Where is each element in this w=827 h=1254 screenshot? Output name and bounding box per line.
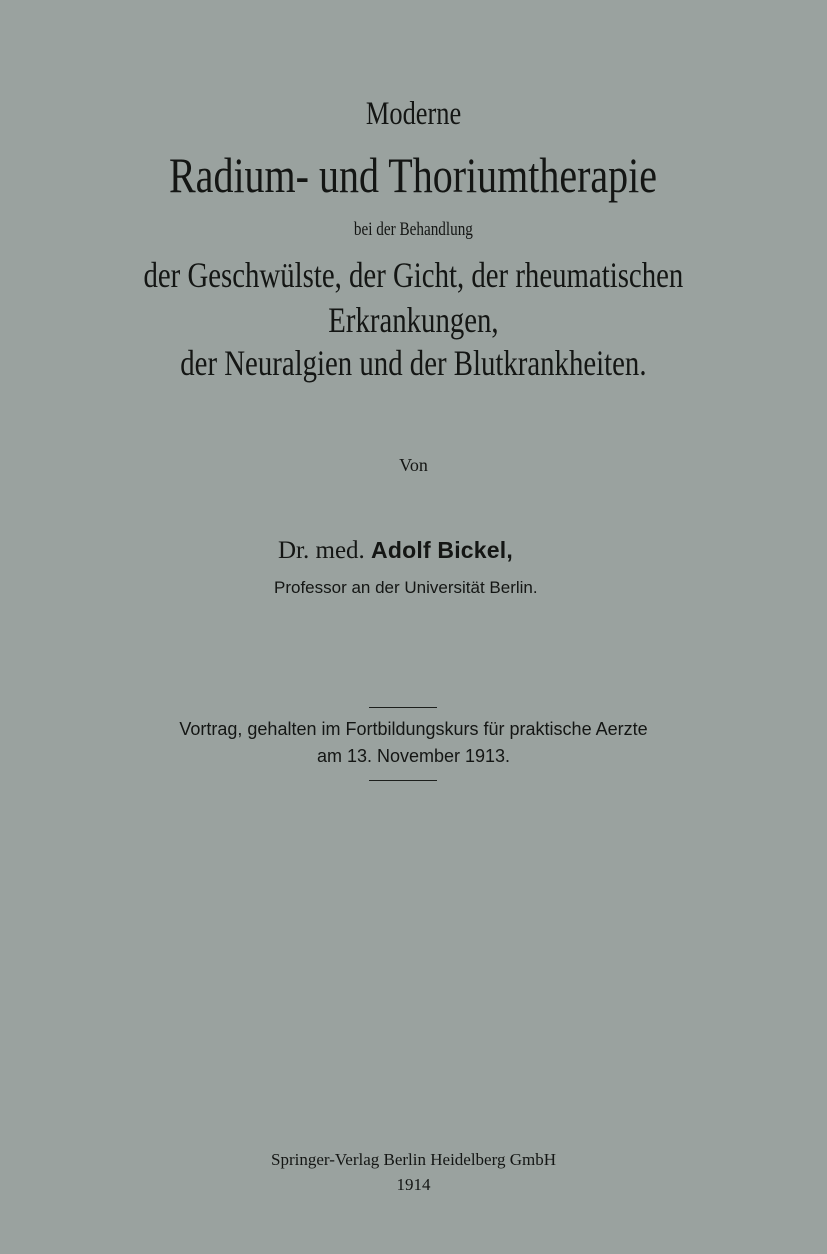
title-main: Radium- und Thoriumtherapie bbox=[169, 147, 658, 203]
subtitle-line-3-text: der Neuralgien und der Blutkrankheiten. bbox=[180, 343, 647, 383]
subtitle-line-3 bbox=[0, 342, 827, 384]
author-line bbox=[278, 537, 513, 565]
title-line-1 bbox=[0, 96, 827, 133]
title-line-2 bbox=[0, 146, 827, 204]
author-name: Adolf Bickel, bbox=[371, 537, 513, 563]
lecture-line-1: Vortrag, gehalten im Fortbildungskurs für praktische Aerzte bbox=[179, 719, 648, 739]
publication-year: 1914 bbox=[396, 1175, 431, 1194]
subtitle-line-1 bbox=[0, 254, 827, 296]
subtitle-line-2 bbox=[0, 299, 827, 341]
subtitle-line-2-text: Erkrankungen, bbox=[328, 300, 499, 340]
lecture-line-2: am 13. November 1913. bbox=[316, 746, 511, 766]
author-prefix: Dr. med. bbox=[278, 537, 365, 564]
divider-top bbox=[369, 707, 437, 708]
subtitle-line-1-text: der Geschwülste, der Gicht, der rheumatischen bbox=[143, 255, 684, 295]
byline-von-text: Von bbox=[399, 455, 428, 475]
author-affiliation: Professor an der Universität Berlin. bbox=[274, 578, 538, 597]
title-moderne: Moderne bbox=[365, 96, 462, 132]
divider-bottom bbox=[369, 780, 437, 781]
subtitle-intro-text: bei der Behandlung bbox=[353, 219, 474, 240]
subtitle-intro bbox=[0, 219, 827, 241]
publisher: Springer-Verlag Berlin Heidelberg GmbH bbox=[271, 1150, 556, 1169]
byline-von bbox=[0, 455, 827, 476]
